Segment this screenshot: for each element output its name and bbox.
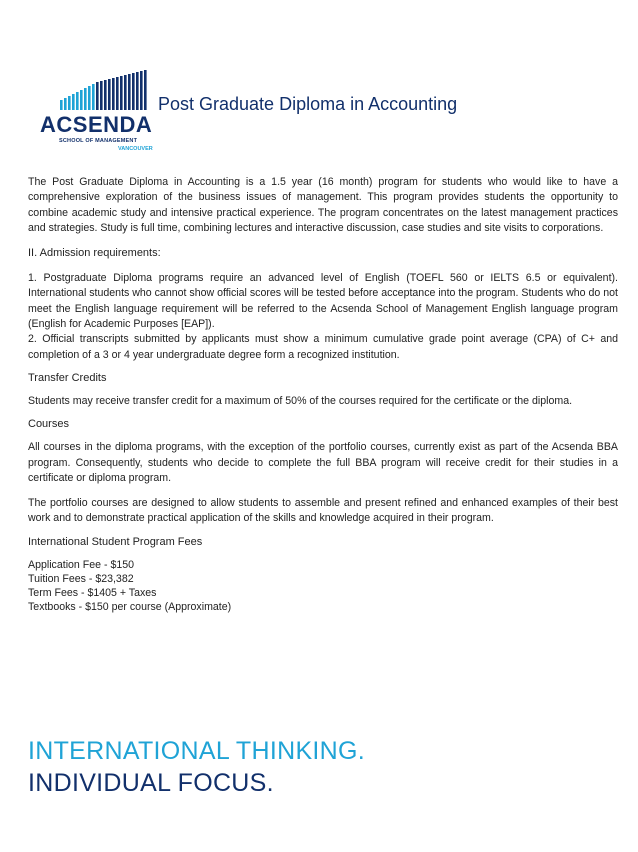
fees-heading: International Student Program Fees	[28, 535, 203, 548]
transfer-paragraph: Students may receive transfer credit for a maximum of 50% of the courses required for the certificate or the diploma.	[28, 394, 573, 407]
courses-paragraph: All courses in the diploma programs, with the exception of the portfolio courses, currently exist as part of the Acsenda BBA program. Consequently, students who decide to complete the full BBA program will receive credit for their studies in a certificate or diploma program.	[28, 441, 618, 484]
brand-subtitle: SCHOOL OF MANAGEMENT	[59, 138, 138, 144]
admission-heading: II. Admission requirements:	[28, 247, 161, 260]
logo-bars-graphic	[60, 70, 160, 110]
brand-city: VANCOUVER	[118, 146, 153, 152]
acsenda-logo	[40, 70, 162, 160]
transfer-heading: Transfer Credits	[28, 371, 107, 384]
page-title: Post Graduate Diploma in Accounting	[158, 94, 458, 114]
document-body	[28, 175, 618, 614]
brand-name: ACSENDA	[40, 112, 153, 137]
fee-item: Tuition Fees - $23,382	[28, 572, 134, 585]
intro-paragraph: The Post Graduate Diploma in Accounting is a 1.5 year (16 month) program for students who would like to have a comprehensive exploration of the business issues of management. This program provides students the opportunity to combine academic study and intensive practical experience. The program concentrates on the latest management practices and strategies. Study is full time, combining lectures and interactive discussion, case studies and site visits to corporations.	[28, 176, 618, 234]
fee-item: Textbooks - $150 per course (Approximate)	[28, 600, 232, 613]
admission-item: 1. Postgraduate Diploma programs require an advanced level of English (TOEFL 560 or IELTS 6.5 or equivalent). International students who cannot show official scores will be tested before acceptance into the program. Students who do not meet the English language requirement will be referred to the Acsenda School of Management English language program (English for Academic Purposes [EAP]).	[28, 272, 618, 331]
courses-heading: Courses	[28, 418, 69, 431]
slogan-line-2: INDIVIDUAL FOCUS.	[28, 769, 274, 797]
slogan	[28, 735, 618, 799]
fee-item: Term Fees - $1405 + Taxes	[28, 586, 157, 599]
admission-item: 2. Official transcripts submitted by applicants must show a minimum cumulative grade point average (CPA) of C+ and completion of a 3 or 4 year undergraduate degree form a recognized institution.	[28, 333, 618, 361]
courses-paragraph: The portfolio courses are designed to allow students to assemble and present refined and enhanced examples of their best work and to demonstrate practical application of the skills and knowledge acquired in their program.	[28, 497, 618, 525]
fees-list	[28, 558, 618, 614]
slogan-line-1: INTERNATIONAL THINKING.	[28, 737, 366, 765]
fee-item: Application Fee - $150	[28, 558, 135, 571]
